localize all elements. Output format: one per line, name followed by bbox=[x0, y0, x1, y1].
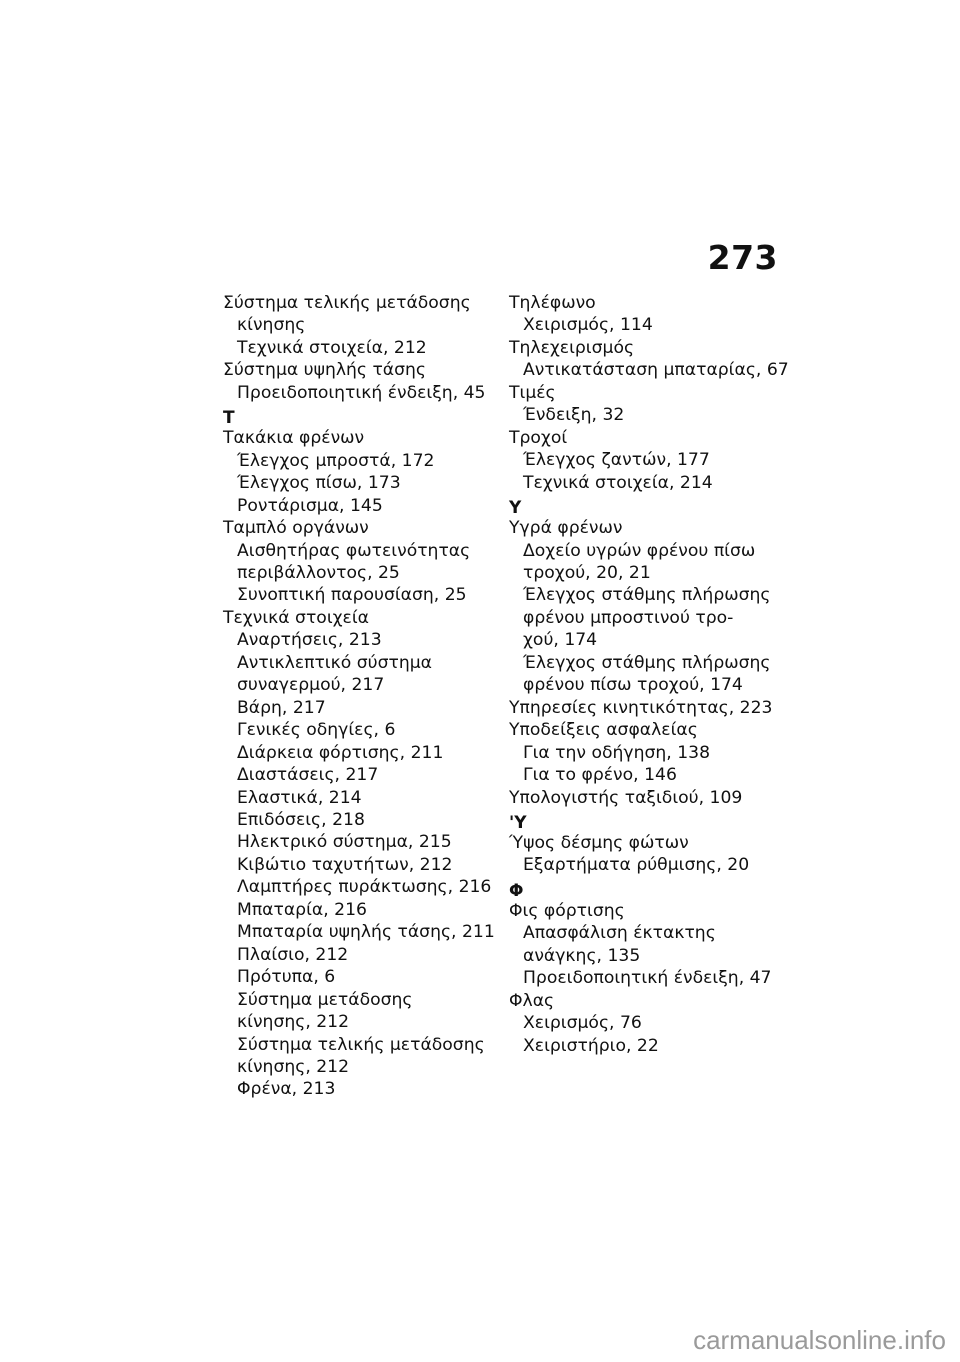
index-subentry: ανάγκης, 135 bbox=[523, 945, 641, 966]
index-column-left bbox=[223, 292, 498, 1101]
index-section-letter: Υ bbox=[509, 498, 522, 519]
index-subentry: Δοχείο υγρών φρένου πίσω bbox=[523, 540, 756, 561]
index-subentry: Έλεγχος στάθμης πλήρωσης bbox=[523, 652, 771, 673]
index-subentry: Χειρισμός, 114 bbox=[523, 315, 653, 336]
index-entry: Σύστημα υψηλής τάσης bbox=[223, 360, 427, 381]
index-subentry: τροχού, 20, 21 bbox=[523, 562, 651, 583]
index-entry: Υγρά φρένων bbox=[509, 518, 623, 539]
index-entry: Τηλεχειρισμός bbox=[509, 337, 635, 358]
index-entry: Τακάκια φρένων bbox=[223, 428, 365, 449]
index-subentry: Χειριστήριο, 22 bbox=[523, 1035, 659, 1056]
index-entry: Ύψος δέσμης φώτων bbox=[509, 832, 689, 853]
watermark-text: carmanualsonline.info bbox=[693, 1325, 946, 1355]
index-subentry: χού, 174 bbox=[523, 630, 598, 651]
index-subentry: Εξαρτήματα ρύθμισης, 20 bbox=[523, 855, 750, 876]
index-subentry: Έλεγχος μπροστά, 172 bbox=[237, 450, 435, 471]
index-entry: Υπηρεσίες κινητικότητας, 223 bbox=[509, 697, 773, 718]
index-subentry: Αναρτήσεις, 213 bbox=[237, 630, 382, 651]
index-subentry: Αντικλεπτικό σύστημα bbox=[237, 652, 432, 673]
index-subentry: Φρένα, 213 bbox=[237, 1079, 336, 1100]
index-subentry: Κιβώτιο ταχυτήτων, 212 bbox=[237, 854, 453, 875]
index-subentry: Λαμπτήρες πυράκτωσης, 216 bbox=[237, 877, 492, 898]
index-entry: Τροχοί bbox=[509, 427, 568, 448]
index-subentry: φρένου πίσω τροχού, 174 bbox=[523, 675, 743, 696]
index-section-letter: 'Υ bbox=[509, 812, 527, 833]
index-subentry: Ροντάρισμα, 145 bbox=[237, 495, 383, 516]
index-subentry: Αντικατάσταση μπαταρίας, 67 bbox=[523, 360, 789, 381]
index-subentry: Απασφάλιση έκτακτης bbox=[523, 923, 716, 944]
index-subentry: Έλεγχος στάθμης πλήρωσης bbox=[523, 585, 771, 606]
index-subentry: Διάρκεια φόρτισης, 211 bbox=[237, 742, 444, 763]
index-subentry: Έλεγχος πίσω, 173 bbox=[237, 473, 401, 494]
index-subentry: Έλεγχος ζαντών, 177 bbox=[523, 450, 710, 471]
index-entry: Ταμπλό οργάνων bbox=[223, 518, 369, 539]
index-subentry: Συνοπτική παρουσίαση, 25 bbox=[237, 585, 467, 606]
index-subentry: Χειρισμός, 76 bbox=[523, 1013, 642, 1034]
index-subentry: Τεχνικά στοιχεία, 212 bbox=[237, 337, 427, 358]
index-subentry: συναγερμού, 217 bbox=[237, 675, 385, 696]
index-subentry: Προειδοποιητική ένδειξη, 47 bbox=[523, 968, 772, 989]
index-subentry: κίνησης, 212 bbox=[237, 1012, 350, 1033]
index-subentry: Μπαταρία υψηλής τάσης, 211 bbox=[237, 922, 495, 943]
index-subentry: Προειδοποιητική ένδειξη, 45 bbox=[237, 382, 486, 403]
index-subentry: Ελαστικά, 214 bbox=[237, 787, 362, 808]
index-subentry: Ηλεκτρικό σύστημα, 215 bbox=[237, 832, 452, 853]
index-subentry: Αισθητήρας φωτεινότητας bbox=[237, 540, 471, 561]
index-entry: Σύστημα τελικής μετάδοσης bbox=[223, 293, 471, 313]
index-subentry: Για την οδήγηση, 138 bbox=[523, 742, 710, 763]
index-subentry: Σύστημα τελικής μετάδοσης bbox=[237, 1034, 485, 1055]
index-entry: Υπολογιστής ταξιδιού, 109 bbox=[509, 787, 743, 808]
index-subentry: φρένου μπροστινού τρο- bbox=[523, 607, 734, 628]
index-subentry: Μπαταρία, 216 bbox=[237, 899, 367, 920]
index-subentry: κίνησης, 212 bbox=[237, 1056, 350, 1077]
index-entry: Τεχνικά στοιχεία bbox=[223, 607, 369, 628]
index-column-right bbox=[509, 292, 789, 1057]
page-number: 273 bbox=[707, 238, 778, 277]
index-subentry: Πρότυπα, 6 bbox=[237, 967, 336, 988]
index-subentry: Ένδειξη, 32 bbox=[523, 405, 625, 426]
index-subentry: Διαστάσεις, 217 bbox=[237, 765, 379, 786]
index-subentry: Σύστημα μετάδοσης bbox=[237, 989, 413, 1010]
index-subentry: Γενικές οδηγίες, 6 bbox=[237, 720, 396, 741]
index-subentry: Επιδόσεις, 218 bbox=[237, 809, 365, 830]
index-section-letter: Τ bbox=[223, 408, 235, 429]
index-subentry: κίνησης bbox=[237, 315, 306, 336]
index-subentry: περιβάλλοντος, 25 bbox=[237, 562, 400, 583]
index-entry: Φις φόρτισης bbox=[509, 900, 625, 921]
index-subentry: Τεχνικά στοιχεία, 214 bbox=[523, 472, 713, 493]
index-entry: Τιμές bbox=[509, 382, 556, 403]
index-entry: Υποδείξεις ασφαλείας bbox=[509, 720, 698, 741]
index-section-letter: Φ bbox=[509, 880, 524, 901]
index-subentry: Για το φρένο, 146 bbox=[523, 765, 677, 786]
index-entry: Φλας bbox=[509, 990, 555, 1011]
index-subentry: Πλαίσιο, 212 bbox=[237, 944, 349, 965]
index-entry: Τηλέφωνο bbox=[509, 293, 596, 313]
index-subentry: Βάρη, 217 bbox=[237, 697, 326, 718]
